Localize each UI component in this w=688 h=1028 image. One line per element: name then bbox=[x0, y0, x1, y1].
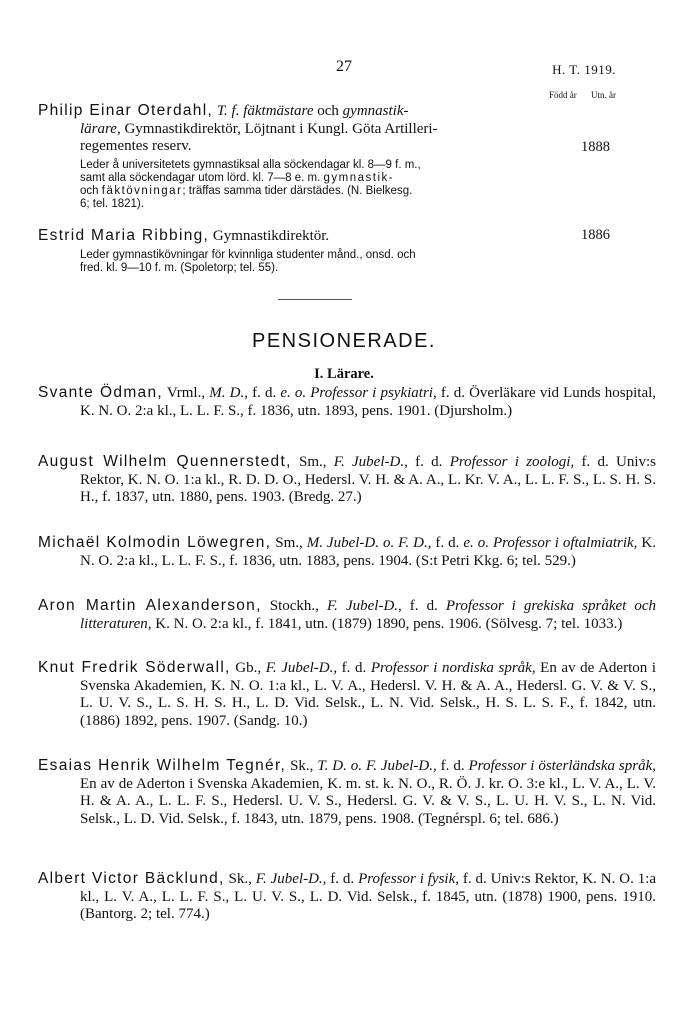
person-name: Albert Victor Bäcklund, bbox=[38, 870, 225, 887]
person-title: e. o. Professor i oftalmiatrik, bbox=[463, 535, 638, 551]
text: Stockh., bbox=[261, 598, 327, 614]
text: och bbox=[80, 184, 102, 197]
list-item bbox=[38, 597, 656, 633]
birth-year: 1888 bbox=[581, 139, 610, 155]
text: Leder gymnastikövningar för kvinnliga studenter månd., onsd. och bbox=[80, 248, 416, 261]
list-item bbox=[38, 870, 656, 924]
text: Gb., bbox=[230, 660, 266, 676]
subsection-title: I. Lärare. bbox=[314, 366, 374, 382]
text: f. d. bbox=[436, 758, 469, 774]
text: En av de Aderton i Svenska Akademien, K. N. O. 1:a kl., L. V. A., Hedersl. V. H. & A. A., Hedersl. G. V. & V. S., L. U. V. S., L. S. H. S. H., L. D. Vid. Selsk., L. N. Vid. Selsk., H. S. L. S. F., f. 1842, utn. (1886) 1892, pens. 1907. (Sandg. 10.) bbox=[80, 660, 656, 729]
degree: F. Jubel-D., bbox=[326, 598, 402, 614]
section-title: PENSIONERADE. bbox=[252, 330, 436, 352]
text: gymnastik- bbox=[323, 171, 395, 184]
text: regementes reserv. bbox=[80, 138, 192, 154]
staff-entry bbox=[38, 227, 616, 275]
degree: M. D., bbox=[209, 385, 248, 401]
col-born-label: Född år bbox=[549, 90, 577, 100]
degree: F. Jubel-D., bbox=[333, 454, 408, 470]
text: ; träffas samma tider därstädes. (N. Bielkesg. bbox=[182, 184, 413, 197]
text: f. d. Univ:s Rektor, K. N. O. 1:a kl., R. D. D. O., Hedersl. V. H. & A. A., L. Kr. V. A., L. L. F. S., L. S. H. S. H., f. 1837, utn. 1880, pens. 1903. (Bredg. 27.) bbox=[80, 454, 657, 505]
text: f. d. bbox=[407, 454, 450, 470]
text: En av de Aderton i Svenska Akademien, K. m. st. k. N. O., R. Ö. J. kr. O. 3:e kl., L. V. A., L. V. H. & A. A., L. L. F. S., Hedersl. U. V. S., Hedersl. G. V. & V. S., L. U. H. V. S., L. N. Vid. Selsk., L. D. Vid. Selsk., f. 1843, utn. 1879, pens. 1908. (Tegnérspl. 6; tel. 686.) bbox=[80, 775, 656, 827]
list-item bbox=[38, 534, 656, 570]
text: Sk., bbox=[286, 758, 318, 774]
degree: M. Jubel-D. o. F. D., bbox=[306, 535, 432, 551]
person-name: Svante Ödman, bbox=[38, 384, 163, 401]
divider bbox=[278, 299, 352, 300]
text: f. d. bbox=[401, 598, 446, 614]
person-name: Aron Martin Alexanderson, bbox=[38, 597, 262, 614]
col-joined-label: Utn. år bbox=[591, 90, 616, 100]
entry-note bbox=[80, 159, 530, 211]
staff-entry bbox=[38, 102, 616, 211]
text: f. d. bbox=[247, 385, 281, 401]
text: Gymnastikdirektör, Löjtnant i Kungl. Göta Artilleri- bbox=[120, 120, 438, 137]
page-number: 27 bbox=[336, 58, 352, 75]
person-title: Professor i österländska språk, bbox=[468, 758, 657, 774]
degree: T. D. o. F. Jubel-D., bbox=[317, 758, 437, 774]
person-title: gymnastik- bbox=[342, 103, 409, 119]
column-headers bbox=[537, 90, 616, 100]
text: samt alla söckendagar utom lörd. kl. 7—8 e. m. bbox=[80, 171, 324, 184]
person-title: T. f. fäktmästare bbox=[216, 103, 314, 119]
list-item bbox=[38, 757, 656, 828]
person-name: Estrid Maria Ribbing, bbox=[38, 227, 210, 244]
birth-year: 1886 bbox=[581, 227, 610, 243]
text: Vrml., bbox=[162, 385, 210, 401]
degree: F. Jubel-D., bbox=[255, 871, 327, 887]
person-name: Michaël Kolmodin Löwegren, bbox=[38, 534, 272, 551]
person-name: Esaias Henrik Wilhelm Tegnér, bbox=[38, 757, 287, 774]
text: Leder å universitetets gymnastiksal alla söckendagar kl. 8—9 f. m., bbox=[80, 158, 421, 171]
list-item bbox=[38, 659, 656, 730]
text: Gymnastikdirektör. bbox=[209, 228, 330, 244]
person-name: Philip Einar Oterdahl, bbox=[38, 102, 214, 119]
text: 6; tel. 1821). bbox=[80, 197, 144, 210]
list-item bbox=[38, 384, 656, 420]
text: f. d. bbox=[431, 535, 464, 551]
person-name: Knut Fredrik Söderwall, bbox=[38, 659, 231, 676]
person-title: Professor i zoologi, bbox=[449, 454, 575, 470]
text: Sk., bbox=[224, 871, 256, 887]
text: f. d. bbox=[337, 660, 371, 676]
person-title: lärare, bbox=[80, 120, 121, 137]
list-item bbox=[38, 453, 656, 507]
text: fred. kl. 9—10 f. m. (Spoletorp; tel. 55). bbox=[80, 261, 279, 274]
text: och bbox=[313, 103, 343, 119]
person-title: Professor i nordiska språk, bbox=[370, 660, 536, 676]
text: K. N. O. 2:a kl., f. 1841, utn. (1879) 1890, pens. 1906. (Sölvesg. 7; tel. 1033.) bbox=[151, 615, 623, 632]
text: Sm., bbox=[271, 535, 307, 551]
person-title: e. o. Professor i psykiatri, bbox=[280, 385, 437, 401]
text: Sm., bbox=[291, 454, 334, 470]
text: fäktövningar bbox=[101, 184, 183, 197]
person-title: Professor i grekiska språket och litteraturen, bbox=[80, 598, 657, 632]
text: f. d. bbox=[326, 871, 359, 887]
person-title: Professor i fysik, bbox=[358, 871, 459, 887]
entry-note bbox=[80, 249, 530, 275]
text: K. N. O. 2:a kl., L. L. F. S., f. 1836, utn. 1883, pens. 1904. (S:t Petri Kkg. 6; tel. 529.) bbox=[80, 535, 656, 569]
text: f. d. Univ:s Rektor, K. N. O. 1:a kl., L. V. A., L. L. F. S., L. U. V. S., L. D. Vid. Selsk., f. 1845, utn. (1878) 1900, pens. 1910. (Bantorg. 2; tel. 774.) bbox=[80, 871, 657, 922]
degree: F. Jubel-D., bbox=[265, 660, 338, 676]
text: f. d. Överläkare vid Lunds hospital, K. N. O. 2:a kl., L. L. F. S., f. 1836, utn. 1893, pens. 1901. (Djursholm.) bbox=[80, 385, 657, 419]
running-head: H. T. 1919. bbox=[552, 62, 616, 77]
person-name: August Wilhelm Quennerstedt, bbox=[38, 453, 292, 470]
